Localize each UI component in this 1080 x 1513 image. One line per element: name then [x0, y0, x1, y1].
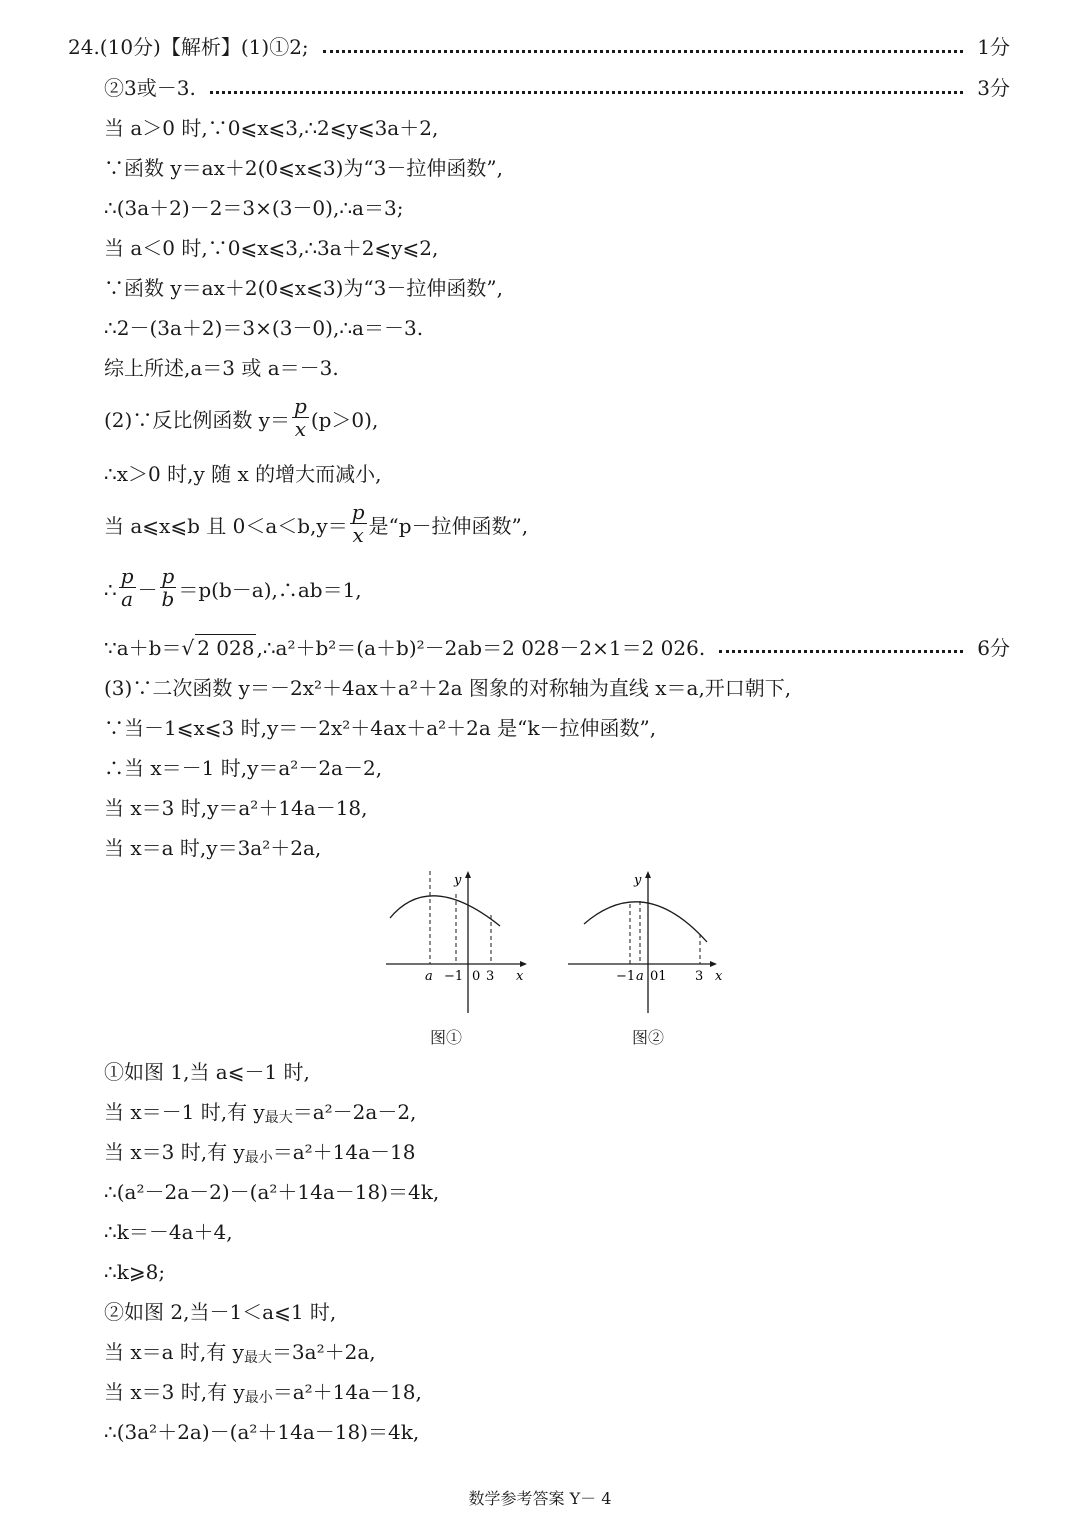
axis-label-x: x	[715, 969, 723, 984]
answer-text: (2)∵反比例函数 y＝	[104, 407, 290, 432]
answer-line-15: (3)∵二次函数 y＝－2x²＋4ax＋a²＋2a 图象的对称轴为直线 x＝a,开口朝下,	[104, 676, 792, 700]
score-label: 1分	[977, 35, 1010, 59]
answer-line-16: ∵当－1⩽x⩽3 时,y＝－2x²＋4ax＋a²＋2a 是“k－拉伸函数”,	[104, 716, 657, 740]
answer-text: 当 x＝－1 时,有 y	[104, 1100, 265, 1124]
answer-line-1	[68, 34, 1010, 60]
answer-text: ＝a²＋14a－18,	[272, 1380, 422, 1404]
fraction-denominator: x	[352, 523, 364, 547]
answer-text: 是“p－拉伸函数”,	[368, 513, 529, 538]
dotted-leader	[210, 91, 963, 94]
answer-line-3: 当 a＞0 时,∵0⩽x⩽3,∴2⩽y⩽3a＋2,	[104, 116, 439, 140]
fraction-numerator: p	[120, 564, 134, 588]
answer-line-8: ∴2－(3a＋2)＝3×(3－0),∴a＝－3.	[104, 316, 424, 340]
tick-label-a: a	[425, 969, 433, 984]
answer-line-10	[104, 394, 379, 442]
answer-text: ②3或－3.	[104, 76, 196, 100]
x-axis-arrow	[520, 961, 527, 967]
answer-text: ∵a＋b＝	[104, 635, 182, 660]
axis-label-x: x	[516, 969, 524, 984]
sqrt-radicand: 2 028	[197, 636, 255, 660]
answer-line-13	[104, 564, 362, 612]
answer-line-5: ∴(3a＋2)－2＝3×(3－0),∴a＝3;	[104, 196, 404, 220]
answer-line-7: ∵函数 y＝ax＋2(0⩽x⩽3)为“3－拉伸函数”,	[104, 276, 503, 300]
fraction-numerator: p	[351, 500, 365, 524]
axis-label-y: y	[634, 873, 642, 888]
y-axis-arrow	[645, 871, 651, 878]
answer-line-18: 当 x＝3 时,y＝a²＋14a－18,	[104, 796, 368, 820]
answer-line-20: ①如图 1,当 a⩽－1 时,	[104, 1060, 310, 1084]
answer-line-4: ∵函数 y＝ax＋2(0⩽x⩽3)为“3－拉伸函数”,	[104, 156, 503, 180]
axis-label-y: y	[454, 873, 462, 888]
fraction-p-over-x	[350, 501, 367, 546]
sqrt-sign: √	[181, 635, 195, 660]
figure-1-caption: 图①	[430, 1028, 463, 1047]
answer-text: 当 x＝a 时,有 y	[104, 1340, 244, 1364]
subscript-label: 最大	[243, 1350, 272, 1366]
answer-line-6: 当 a＜0 时,∵0⩽x⩽3,∴3a＋2⩽y⩽2,	[104, 236, 439, 260]
answer-line-9: 综上所述,a＝3 或 a＝－3.	[104, 356, 339, 380]
answer-text: ＝a²＋14a－18	[272, 1140, 416, 1164]
answer-line-2	[104, 75, 1010, 101]
answer-line-12	[104, 500, 529, 548]
fraction-p-over-a	[119, 565, 136, 610]
fraction-denominator: x	[294, 417, 307, 441]
dotted-leader	[719, 650, 963, 653]
fraction-p-over-b	[160, 565, 177, 610]
answer-line-25: ∴k⩾8;	[104, 1260, 166, 1284]
answer-line-19: 当 x＝a 时,y＝3a²＋2a,	[104, 836, 322, 860]
figure-2-caption: 图②	[632, 1028, 665, 1047]
minus-sign: －	[137, 577, 158, 602]
answer-text: ＝3a²＋2a,	[271, 1340, 376, 1364]
fraction-denominator: a	[121, 587, 134, 611]
answer-text: 当 x＝3 时,有 y	[104, 1140, 245, 1164]
tick-label-3: 3	[486, 969, 495, 984]
dotted-leader	[323, 50, 964, 53]
tick-label-a: a	[636, 969, 644, 984]
answer-text: 当 a⩽x⩽b 且 0＜a＜b,y＝	[104, 513, 348, 538]
answer-line-14	[104, 634, 1010, 661]
y-axis-arrow	[465, 871, 471, 878]
fraction-denominator: b	[161, 587, 175, 611]
score-label: 6分	[977, 635, 1010, 660]
answer-text: ＝a²－2a－2,	[292, 1100, 417, 1124]
tick-label-3: 3	[695, 969, 704, 984]
parabola-curve	[584, 902, 707, 942]
tick-label-01: 01	[650, 969, 667, 984]
subscript-label: 最小	[244, 1150, 273, 1166]
figure-2-graph	[562, 868, 732, 1018]
answer-line-26: ②如图 2,当－1＜a⩽1 时,	[104, 1300, 337, 1324]
fraction-numerator: p	[161, 564, 175, 588]
answer-line-21	[104, 1099, 416, 1125]
answer-line-17: ∴当 x＝－1 时,y＝a²－2a－2,	[104, 756, 383, 780]
figure-1-graph	[380, 868, 540, 1018]
answer-text: ＝p(b－a),∴ab＝1,	[178, 577, 362, 602]
page-footer: 数学参考答案 Y－ 4	[468, 1489, 612, 1508]
answer-line-27	[104, 1339, 376, 1365]
answer-line-22	[104, 1139, 416, 1165]
tick-label-0: 0	[472, 969, 481, 984]
tick-label-minus1: −1	[616, 969, 636, 984]
answer-line-11: ∴x＞0 时,y 随 x 的增大而减小,	[104, 462, 382, 486]
answer-line-23: ∴(a²－2a－2)－(a²＋14a－18)＝4k,	[104, 1180, 440, 1204]
score-label: 3分	[977, 76, 1010, 100]
subscript-label: 最小	[244, 1390, 273, 1406]
x-axis-arrow	[710, 961, 717, 967]
answer-line-29: ∴(3a²＋2a)－(a²＋14a－18)＝4k,	[104, 1420, 420, 1444]
tick-label-minus1: −1	[444, 969, 464, 984]
subscript-label: 最大	[264, 1110, 293, 1126]
answer-text: ∴	[104, 577, 117, 602]
answer-line-28	[104, 1379, 422, 1405]
answer-text: 24.(10分)【解析】(1)①2;	[68, 35, 309, 59]
fraction-p-over-x	[292, 395, 309, 440]
parabola-curve	[390, 896, 500, 926]
answer-text: (p＞0),	[310, 407, 379, 432]
answer-text: 当 x＝3 时,有 y	[104, 1380, 245, 1404]
fraction-numerator: p	[294, 394, 307, 418]
answer-text: ,∴a²＋b²＝(a＋b)²－2ab＝2 028－2×1＝2 026.	[256, 635, 706, 660]
answer-line-24: ∴k＝－4a＋4,	[104, 1220, 233, 1244]
